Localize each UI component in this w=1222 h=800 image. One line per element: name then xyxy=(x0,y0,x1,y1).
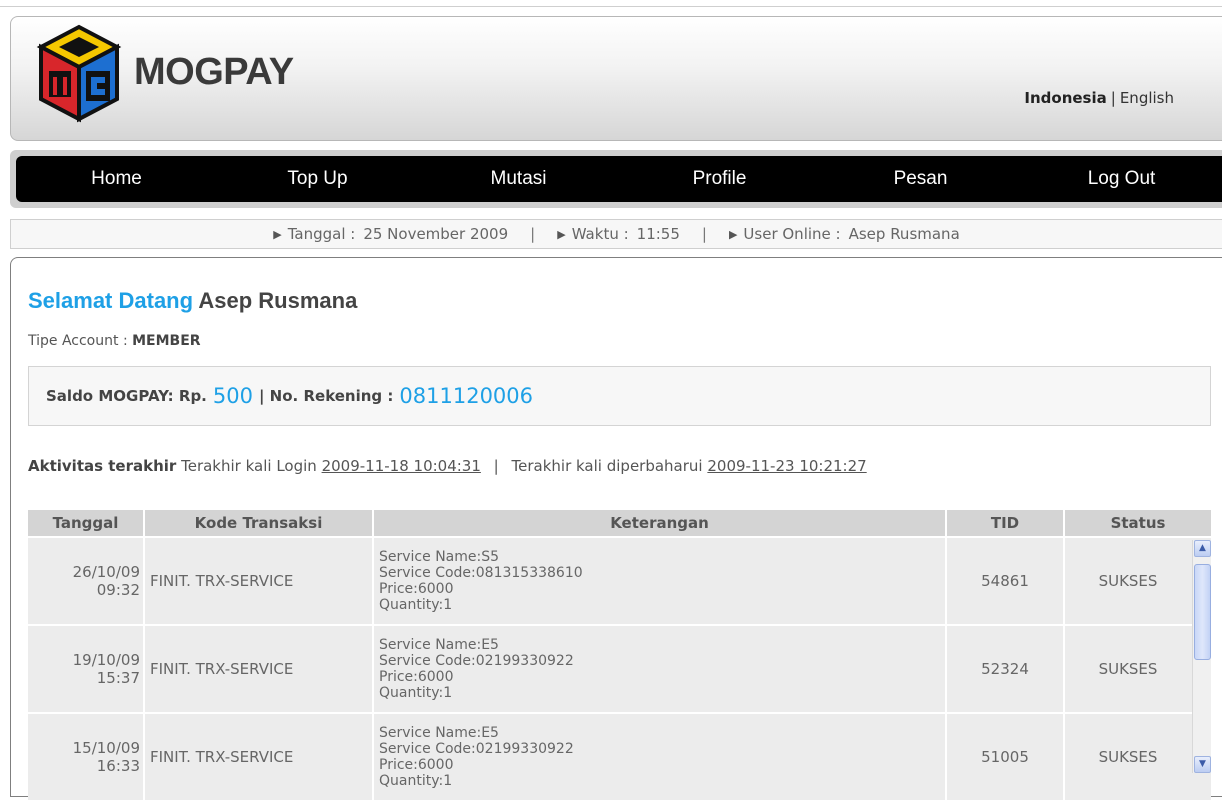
nav-menu xyxy=(16,156,1222,202)
nav-log-out[interactable]: Log Out xyxy=(1087,168,1156,189)
table-header xyxy=(28,510,1211,536)
main-content xyxy=(10,257,1222,797)
welcome-greeting: Selamat Datang xyxy=(28,288,194,313)
lang-indonesia-link[interactable]: Indonesia xyxy=(1024,89,1107,107)
info-user-online xyxy=(729,225,960,243)
table-scrollbar[interactable] xyxy=(1192,540,1211,773)
account-number-value: 0811120006 xyxy=(399,384,534,408)
nav-top-up[interactable]: Top Up xyxy=(287,168,348,189)
cell-kode: FINIT. TRX-SERVICE xyxy=(145,538,374,624)
row-date: 15/10/09 xyxy=(72,739,140,757)
account-number-label: | No. Rekening : xyxy=(258,387,394,405)
cell-keterangan xyxy=(374,714,947,800)
ket-line: Service Name:E5 xyxy=(379,725,499,741)
ket-line: Service Code:02199330922 xyxy=(379,653,574,669)
balance-box xyxy=(28,366,1211,426)
activity-label: Aktivitas terakhir xyxy=(28,457,177,475)
info-waktu xyxy=(557,225,680,243)
header-status: Status xyxy=(1110,514,1166,532)
table-row xyxy=(28,626,1211,712)
welcome-user-name: Asep Rusmana xyxy=(198,288,358,313)
header-keterangan: Keterangan xyxy=(374,510,947,536)
row-time: 09:32 xyxy=(96,581,140,599)
last-activity xyxy=(28,457,867,475)
activity-separator: | xyxy=(493,457,499,475)
user-online-label: User Online : xyxy=(743,225,841,243)
cell-tid: 54861 xyxy=(947,538,1065,624)
cell-kode: FINIT. TRX-SERVICE xyxy=(145,714,374,800)
nav-mutasi[interactable]: Mutasi xyxy=(490,168,547,189)
row-date: 26/10/09 xyxy=(72,563,140,581)
cell-keterangan xyxy=(374,626,947,712)
tanggal-value: 25 November 2009 xyxy=(363,225,509,243)
scroll-up-icon[interactable]: ▲ xyxy=(1194,540,1211,557)
last-update-value: 2009-11-23 10:21:27 xyxy=(707,457,867,475)
table-row xyxy=(28,538,1211,624)
waktu-label: Waktu : xyxy=(571,225,629,243)
header-tanggal: Tanggal xyxy=(28,510,145,536)
welcome-heading xyxy=(28,288,357,314)
ket-line: Service Name:E5 xyxy=(379,637,499,653)
info-bar xyxy=(10,219,1222,249)
cell-status: SUKSES xyxy=(1065,538,1211,624)
triangle-icon: ▶ xyxy=(557,227,566,241)
cell-tid: 51005 xyxy=(947,714,1065,800)
header xyxy=(10,16,1222,141)
scroll-down-icon[interactable]: ▼ xyxy=(1194,756,1211,773)
account-type-value: MEMBER xyxy=(132,333,201,349)
cell-tid: 52324 xyxy=(947,626,1065,712)
cell-kode: FINIT. TRX-SERVICE xyxy=(145,626,374,712)
ket-line: Price:6000 xyxy=(379,669,454,685)
nav-profile[interactable]: Profile xyxy=(692,168,747,189)
cell-status: SUKSES xyxy=(1065,626,1211,712)
ket-line: Service Name:S5 xyxy=(379,549,500,565)
table-row xyxy=(28,714,1211,800)
header-tid: TID xyxy=(947,510,1065,536)
info-separator: | xyxy=(701,225,707,243)
balance-label: Saldo MOGPAY: Rp. xyxy=(46,387,207,405)
cell-tanggal xyxy=(28,538,145,624)
triangle-icon: ▶ xyxy=(728,227,738,241)
user-online-value: Asep Rusmana xyxy=(848,225,960,243)
account-type xyxy=(28,333,201,349)
header-kode-transaksi: Kode Transaksi xyxy=(145,510,374,536)
cell-tanggal xyxy=(28,626,145,712)
language-switcher xyxy=(1024,89,1174,107)
last-login-value: 2009-11-18 10:04:31 xyxy=(321,457,481,475)
mogpay-logo-icon[interactable] xyxy=(39,25,119,121)
ket-line: Quantity:1 xyxy=(379,773,453,789)
cell-status: SUKSES xyxy=(1065,714,1211,800)
table-body[interactable] xyxy=(28,538,1211,789)
balance-amount: 500 xyxy=(212,384,253,408)
last-login-label: Terakhir kali Login xyxy=(181,457,317,475)
nav-bar xyxy=(10,150,1222,208)
ket-line: Service Code:081315338610 xyxy=(379,565,583,581)
lang-english-link[interactable]: English xyxy=(1119,89,1174,107)
transaction-table xyxy=(28,510,1211,789)
scrollbar-thumb[interactable] xyxy=(1194,564,1211,660)
triangle-icon: ▶ xyxy=(273,227,282,241)
last-update-label: Terakhir kali diperbaharui xyxy=(511,457,703,475)
ket-line: Quantity:1 xyxy=(379,597,453,613)
row-time: 16:33 xyxy=(96,757,140,775)
tanggal-label: Tanggal : xyxy=(287,225,356,243)
row-date: 19/10/09 xyxy=(72,651,140,669)
ket-line: Service Code:02199330922 xyxy=(379,741,574,757)
nav-home[interactable]: Home xyxy=(91,168,142,189)
ket-line: Quantity:1 xyxy=(379,685,453,701)
row-time: 15:37 xyxy=(96,669,140,687)
waktu-value: 11:55 xyxy=(636,225,680,243)
top-rule xyxy=(0,6,1222,7)
info-separator: | xyxy=(530,225,536,243)
cell-tanggal xyxy=(28,714,145,800)
account-type-label: Tipe Account : xyxy=(28,333,128,349)
lang-separator: | xyxy=(1110,89,1116,107)
cell-keterangan xyxy=(374,538,947,624)
ket-line: Price:6000 xyxy=(379,581,454,597)
nav-pesan[interactable]: Pesan xyxy=(893,168,948,189)
ket-line: Price:6000 xyxy=(379,757,454,773)
logo-text: MOGPAY xyxy=(134,51,294,93)
info-tanggal xyxy=(273,225,508,243)
